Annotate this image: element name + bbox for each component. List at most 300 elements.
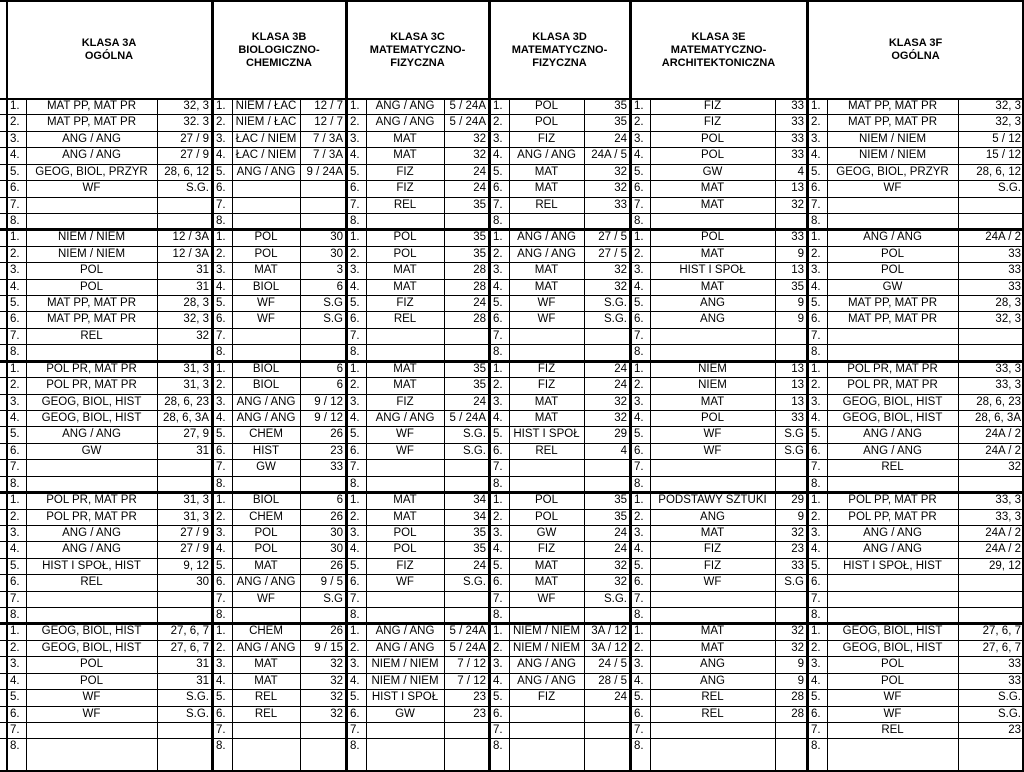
period-number: 1. — [493, 231, 503, 244]
lesson-room: 13 — [791, 395, 804, 408]
lesson-room — [958, 575, 1024, 591]
class-header-line: CHEMICZNA — [246, 56, 312, 69]
lesson-room — [444, 329, 489, 345]
period-column-border — [232, 98, 233, 772]
lesson-room: 3 — [336, 264, 343, 277]
period-number: 8. — [811, 346, 821, 359]
lesson-room: S.G. — [603, 313, 627, 326]
lesson-subject: ANG — [700, 674, 725, 687]
period-number: 6. — [350, 313, 360, 326]
lesson-subject — [650, 329, 775, 345]
lesson-subject: CHEM — [249, 625, 283, 638]
day-divider — [0, 622, 1024, 625]
lesson-room: 28, 6, 12 — [976, 165, 1021, 178]
period-number: 7. — [634, 723, 644, 736]
lesson-subject: HIST I SPOŁ, HIST — [42, 559, 141, 572]
class-header-text — [370, 31, 466, 70]
period-number: 4. — [216, 280, 226, 293]
period-number: 8. — [350, 346, 360, 359]
lesson-subject: GEOG, BIOL, HIST — [842, 625, 943, 638]
period-column-border — [26, 98, 27, 772]
period-number: 2. — [350, 247, 360, 260]
period-number: 3. — [493, 395, 503, 408]
period-number: 6. — [811, 313, 821, 326]
lesson-room: 24 / 5 — [598, 658, 627, 671]
period-number: 7. — [811, 329, 821, 342]
period-number: 7. — [350, 461, 360, 474]
lesson-room: S.G — [323, 313, 343, 326]
header-bottom-border — [0, 98, 1024, 100]
lesson-room: S.G. — [185, 707, 209, 720]
lesson-room: 27 / 9 — [180, 543, 209, 556]
lesson-subject: MAT PP, MAT PR — [847, 297, 938, 310]
period-number: 5. — [493, 165, 503, 178]
row-divider — [0, 147, 1024, 148]
lesson-room: 33 — [791, 231, 804, 244]
class-header-3d — [489, 2, 630, 98]
period-number: 6. — [634, 444, 644, 457]
period-number: 2. — [10, 510, 20, 523]
period-number: 8. — [10, 214, 20, 227]
class-header-text — [512, 31, 608, 70]
class-header-text — [238, 31, 319, 70]
lesson-room — [775, 460, 807, 476]
class-header-line: KLASA 3C — [390, 30, 445, 43]
period-number: 5. — [634, 559, 644, 572]
lesson-subject: GW — [702, 165, 723, 178]
lesson-subject: MAT — [393, 149, 417, 162]
lesson-room: S.G. — [462, 576, 486, 589]
class-column-border — [211, 0, 214, 772]
period-number: 6. — [634, 707, 644, 720]
period-number: 4. — [350, 543, 360, 556]
row-divider — [0, 377, 1024, 378]
lesson-room: 30 — [330, 231, 343, 244]
class-header-line: MATEMATYCZNO- — [511, 43, 608, 56]
class-header-3c — [346, 2, 489, 98]
period-number: 1. — [811, 100, 821, 112]
lesson-subject: WF — [396, 444, 414, 457]
lesson-subject: POL — [79, 674, 103, 687]
lesson-subject: MAT — [254, 264, 278, 277]
period-number: 7. — [216, 198, 226, 211]
lesson-subject: NIEM / NIEM — [858, 132, 927, 145]
lesson-subject: REL — [80, 576, 103, 589]
lesson-subject: WF — [257, 313, 275, 326]
period-number: 2. — [634, 116, 644, 129]
period-number: 5. — [811, 691, 821, 704]
lesson-subject: REL — [535, 198, 558, 211]
lesson-room: 33 — [614, 198, 627, 211]
period-number: 1. — [10, 625, 20, 638]
lesson-room: 33, 3 — [995, 494, 1021, 507]
lesson-room: 35 — [473, 231, 486, 244]
lesson-room: 24A / 2 — [985, 526, 1021, 539]
class-header-3f — [807, 2, 1024, 98]
row-divider — [0, 262, 1024, 263]
lesson-room: 27 / 9 — [180, 526, 209, 539]
row-divider — [0, 673, 1024, 674]
lesson-room — [157, 723, 212, 739]
lesson-room: 13 — [791, 182, 804, 195]
class-header-line: FIZYCZNA — [390, 56, 445, 69]
lesson-room: 32 — [330, 707, 343, 720]
lesson-room: 35 — [473, 379, 486, 392]
lesson-room: 31 — [196, 264, 209, 277]
lesson-subject: ANG / ANG — [517, 247, 576, 260]
lesson-room: 5 / 12 — [992, 132, 1021, 145]
lesson-subject: MAT — [534, 280, 559, 293]
period-number: 5. — [493, 428, 503, 441]
lesson-subject: WF — [396, 428, 414, 441]
lesson-room: 33 — [791, 116, 804, 129]
period-number: 4. — [216, 674, 226, 687]
lesson-room: 32 — [614, 395, 627, 408]
row-divider — [0, 689, 1024, 690]
row-divider — [0, 295, 1024, 296]
lesson-subject: REL — [254, 707, 278, 720]
lesson-subject: WF — [537, 297, 556, 310]
lesson-room: 5 / 24A — [449, 100, 486, 112]
class-column-border — [629, 0, 632, 772]
lesson-room: 28 — [791, 707, 804, 720]
period-number: 5. — [811, 559, 821, 572]
lesson-room: S.G — [323, 592, 343, 605]
lesson-subject: POL — [880, 674, 904, 687]
lesson-subject — [827, 198, 958, 214]
period-number: 8. — [10, 346, 20, 359]
period-number: 4. — [493, 674, 503, 687]
period-number: 3. — [350, 264, 360, 277]
lesson-room: 29 — [614, 428, 627, 441]
lesson-subject: MAT — [393, 280, 417, 293]
lesson-room: 5 / 24A — [449, 625, 486, 638]
lesson-room: 33 — [330, 461, 343, 474]
lesson-subject: MAT PP, MAT PR — [847, 313, 938, 326]
lesson-subject: FIZ — [396, 182, 414, 195]
lesson-subject: MAT — [534, 559, 559, 572]
period-number: 3. — [350, 395, 360, 408]
period-number: 6. — [493, 313, 503, 326]
lesson-room — [958, 198, 1024, 214]
period-number: 1. — [634, 231, 644, 244]
row-divider — [0, 574, 1024, 575]
period-number: 1. — [10, 100, 20, 112]
period-number: 1. — [10, 494, 20, 507]
class-column-border — [345, 0, 348, 772]
lesson-room: 33, 3 — [995, 362, 1021, 375]
period-number: 3. — [634, 658, 644, 671]
class-header-line: KLASA 3D — [532, 30, 587, 43]
lesson-subject: WF — [883, 691, 902, 704]
lesson-room: 12 / 7 — [314, 100, 343, 112]
period-number: 3. — [350, 658, 360, 671]
lesson-room: S.G. — [462, 444, 486, 457]
period-number: 4. — [350, 674, 360, 687]
period-number: 6. — [493, 444, 503, 457]
lesson-room: 9 — [797, 297, 804, 310]
lesson-subject: WF — [82, 707, 101, 720]
lesson-room: 9 / 5 — [320, 576, 343, 589]
period-number: 8. — [634, 477, 644, 490]
lesson-subject — [509, 460, 584, 476]
day-divider — [0, 360, 1024, 363]
lesson-room: 26 — [330, 510, 343, 523]
period-number: 3. — [634, 395, 644, 408]
lesson-subject: POL — [393, 247, 417, 260]
lesson-subject: POL — [534, 100, 558, 112]
lesson-room: 9 / 15 — [314, 641, 343, 654]
lesson-subject: ANG / ANG — [62, 543, 121, 556]
lesson-subject — [366, 592, 444, 608]
lesson-subject: MAT — [393, 510, 417, 523]
lesson-subject — [232, 723, 300, 739]
lesson-subject: WF — [257, 297, 275, 310]
lesson-room — [958, 739, 1024, 755]
period-number: 1. — [216, 494, 226, 507]
lesson-subject: FIZ — [703, 543, 722, 556]
lesson-subject: FIZ — [396, 559, 414, 572]
lesson-room: 32 — [614, 411, 627, 424]
period-number: 7. — [10, 723, 20, 736]
lesson-subject: POL PR, MAT PR — [847, 362, 938, 375]
class-header-3b — [212, 2, 346, 98]
lesson-room: 32, 3 — [183, 100, 209, 112]
row-divider — [0, 426, 1024, 427]
lesson-subject: NIEM / NIEM — [57, 231, 126, 244]
lesson-room — [444, 739, 489, 755]
lesson-subject — [650, 460, 775, 476]
period-number: 6. — [634, 313, 644, 326]
row-divider — [0, 476, 1024, 477]
lesson-room: 7 / 12 — [457, 674, 486, 687]
lesson-room: 35 — [473, 247, 486, 260]
lesson-room: 33 — [1008, 280, 1021, 293]
lesson-subject: HIST I SPOŁ — [679, 264, 746, 277]
period-number: 2. — [216, 247, 226, 260]
period-number: 5. — [634, 428, 644, 441]
lesson-room: 24A / 2 — [985, 428, 1021, 441]
lesson-subject: WF — [703, 576, 722, 589]
lesson-room: 28 — [473, 313, 486, 326]
lesson-subject: POL — [79, 264, 103, 277]
period-number: 4. — [350, 149, 360, 162]
row-divider — [0, 706, 1024, 707]
lesson-room: 32, 3 — [995, 100, 1021, 112]
period-number: 7. — [811, 592, 821, 605]
lesson-subject — [26, 460, 157, 476]
lesson-subject: MAT — [393, 132, 417, 145]
lesson-subject: MAT — [393, 379, 417, 392]
lesson-room: 30 — [330, 247, 343, 260]
lesson-room: 9, 12 — [183, 559, 209, 572]
row-divider — [0, 558, 1024, 559]
period-number: 5. — [10, 165, 20, 178]
class-header-line: KLASA 3E — [691, 30, 746, 43]
period-number: 3. — [216, 526, 226, 539]
room-column-border — [775, 98, 776, 772]
lesson-subject: POL — [254, 543, 278, 556]
lesson-room: 24A / 2 — [985, 444, 1021, 457]
period-number: 5. — [216, 297, 226, 310]
period-number: 5. — [634, 691, 644, 704]
lesson-subject: MAT — [534, 264, 559, 277]
lesson-subject: ŁAC / NIEM — [235, 132, 297, 145]
lesson-room: 31, 3 — [183, 362, 209, 375]
lesson-room: 24 — [473, 182, 486, 195]
lesson-subject — [26, 723, 157, 739]
lesson-room: 27 / 9 — [180, 149, 209, 162]
lesson-subject: FIZ — [537, 543, 556, 556]
lesson-subject: ANG / ANG — [375, 100, 435, 112]
row-divider — [0, 279, 1024, 280]
period-number: 3. — [10, 132, 20, 145]
lesson-subject: ANG / ANG — [375, 641, 435, 654]
class-header-text — [82, 37, 137, 63]
lesson-room — [300, 181, 346, 197]
lesson-room: 12 / 7 — [314, 116, 343, 129]
class-header-line: MATEMATYCZNO- — [670, 43, 767, 56]
lesson-room: 32 — [473, 132, 486, 145]
period-number: 1. — [350, 625, 360, 638]
lesson-subject: MAT — [700, 182, 725, 195]
lesson-subject: POL — [79, 280, 103, 293]
period-number: 3. — [10, 526, 20, 539]
lesson-room: 32 — [330, 691, 343, 704]
lesson-room: S.G. — [997, 691, 1021, 704]
row-divider — [0, 213, 1024, 214]
lesson-room: 32 — [614, 576, 627, 589]
period-number: 6. — [216, 182, 226, 195]
lesson-subject: MAT — [254, 559, 278, 572]
lesson-subject: MAT — [534, 395, 559, 408]
period-number: 1. — [350, 100, 360, 112]
row-divider — [0, 246, 1024, 247]
lesson-room: 30 — [330, 543, 343, 556]
period-number: 1. — [350, 231, 360, 244]
period-number: 3. — [350, 132, 360, 145]
period-number: 7. — [350, 723, 360, 736]
period-number: 7. — [493, 723, 503, 736]
row-divider — [0, 541, 1024, 542]
lesson-subject: GEOG, BIOL, HIST — [842, 411, 943, 424]
lesson-subject: POL — [880, 264, 904, 277]
period-number: 8. — [350, 740, 360, 753]
lesson-room: 27 / 5 — [598, 247, 627, 260]
lesson-subject: GEOG, BIOL, HIST — [41, 625, 142, 638]
row-divider — [0, 311, 1024, 312]
lesson-subject: NIEM / NIEM — [858, 149, 927, 162]
lesson-subject: ANG / ANG — [62, 132, 121, 145]
lesson-room: 24 — [614, 526, 627, 539]
period-number: 1. — [493, 362, 503, 375]
lesson-subject: MAT — [700, 198, 725, 211]
lesson-room: S.G — [784, 576, 804, 589]
period-number: 7. — [811, 198, 821, 211]
period-number: 8. — [216, 477, 226, 490]
lesson-subject: ANG / ANG — [863, 543, 922, 556]
row-divider — [0, 394, 1024, 395]
lesson-subject: MAT — [393, 494, 417, 507]
lesson-room — [157, 460, 212, 476]
lesson-subject: ANG / ANG — [236, 165, 296, 178]
lesson-room — [157, 592, 212, 608]
lesson-subject — [650, 739, 775, 755]
row-divider — [0, 459, 1024, 460]
lesson-subject: POL PR, MAT PR — [46, 379, 137, 392]
period-number: 6. — [493, 707, 503, 720]
lesson-subject: REL — [535, 444, 558, 457]
room-column-border — [444, 98, 445, 772]
lesson-room: 28 / 5 — [598, 674, 627, 687]
lesson-subject: REL — [701, 707, 724, 720]
lesson-subject: POL PR, MAT PR — [46, 510, 137, 523]
period-number: 5. — [493, 559, 503, 572]
row-divider — [0, 656, 1024, 657]
lesson-subject: POL — [534, 510, 558, 523]
period-number: 8. — [10, 609, 20, 622]
lesson-subject: NIEM / NIEM — [512, 641, 581, 654]
lesson-subject: HIST — [252, 444, 280, 457]
lesson-room: 34 — [473, 510, 486, 523]
lesson-subject: GW — [395, 707, 415, 720]
lesson-room — [584, 707, 630, 723]
lesson-room: 28, 6, 3A — [162, 411, 209, 424]
period-number: 4. — [10, 149, 20, 162]
lesson-room: 23 — [1008, 723, 1021, 736]
period-number: 4. — [811, 543, 821, 556]
period-number: 5. — [216, 428, 226, 441]
lesson-room: 24A / 2 — [985, 543, 1021, 556]
lesson-room: 9 — [797, 247, 804, 260]
period-number: 8. — [634, 609, 644, 622]
period-number: 2. — [350, 641, 360, 654]
lesson-room: 32, 3 — [995, 116, 1021, 129]
lesson-room: 27 / 5 — [598, 231, 627, 244]
period-number: 3. — [10, 395, 20, 408]
lesson-subject: POL PR, MAT PR — [847, 379, 938, 392]
period-number: 1. — [634, 625, 644, 638]
lesson-subject: ANG / ANG — [236, 576, 296, 589]
lesson-subject: FIZ — [396, 165, 414, 178]
lesson-subject: WF — [82, 691, 101, 704]
lesson-room: 35 — [473, 362, 486, 375]
lesson-room: 28, 3 — [995, 297, 1021, 310]
lesson-room: 35 — [614, 116, 627, 129]
lesson-subject — [827, 739, 958, 755]
class-header-line: KLASA 3F — [888, 37, 943, 49]
period-number: 2. — [350, 116, 360, 129]
lesson-subject: REL — [701, 691, 724, 704]
row-divider — [0, 738, 1024, 739]
lesson-subject: ŁAC / NIEM — [235, 149, 297, 162]
lesson-subject — [509, 723, 584, 739]
lesson-room: 34 — [473, 494, 486, 507]
period-number: 7. — [216, 723, 226, 736]
period-number: 1. — [493, 494, 503, 507]
lesson-subject: POL — [254, 231, 278, 244]
period-number: 2. — [493, 247, 503, 260]
period-number: 4. — [493, 411, 503, 424]
period-number: 2. — [634, 510, 644, 523]
period-number: 3. — [350, 526, 360, 539]
lesson-subject: MAT — [254, 658, 278, 671]
row-divider — [0, 509, 1024, 510]
period-number: 5. — [10, 559, 20, 572]
period-number: 3. — [811, 395, 821, 408]
lesson-subject — [232, 739, 300, 755]
row-divider — [0, 591, 1024, 592]
